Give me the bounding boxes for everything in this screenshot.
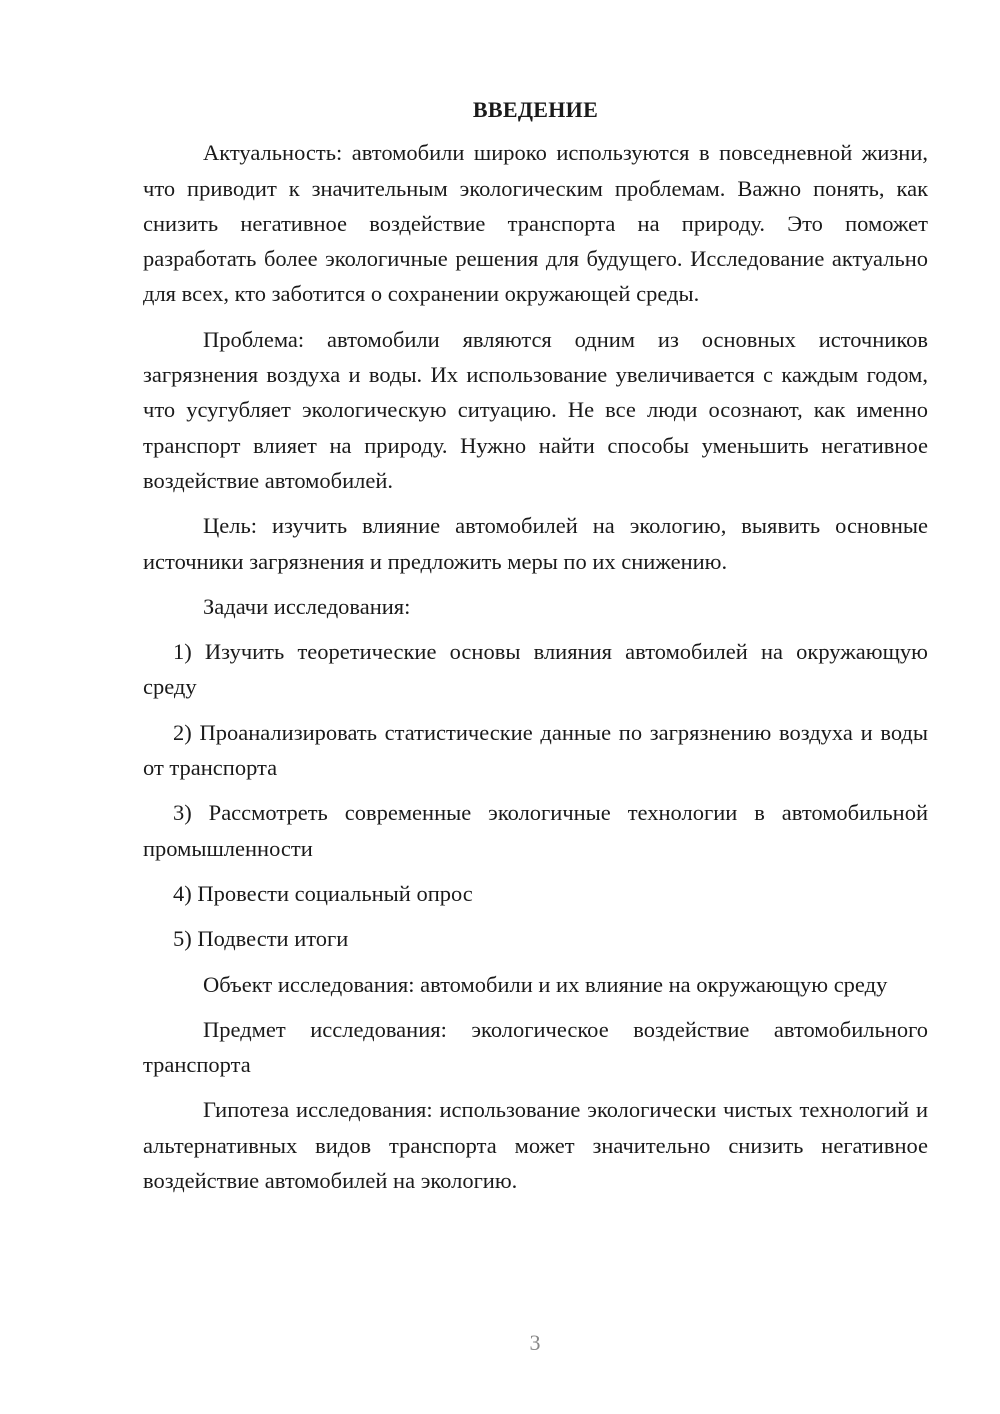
task-item-2: 2) Проанализировать статистические данные по загрязнению воздуха и воды от транспорта xyxy=(143,719,928,781)
task-item-1: 1) Изучить теоретические основы влияния автомобилей на окружающую среду xyxy=(143,639,928,700)
hypothesis-paragraph: Гипотеза исследования: использование экологически чистых технологий и альтернативных видов транспорта может значительно снизить негативное воздействие автомобилей на экологию. xyxy=(143,1097,928,1194)
task-item-4: 4) Провести социальный опрос xyxy=(173,880,473,906)
object-paragraph: Объект исследования: автомобили и их влияние на окружающую среду xyxy=(203,971,888,997)
problem-paragraph: Проблема: автомобили являются одним из основных источников загрязнения воздуха и воды. Их использование увеличивается с каждым годом, что усугубляет экологическую ситуацию. Не все люди осознают, как именно транспорт влияет на природу. Нужно найти способы уменьшить негативное воздействие автомобилей. xyxy=(143,326,928,493)
relevance-paragraph: Актуальность: автомобили широко используются в повседневной жизни, что приводит к значительным экологическим проблемам. Важно понять, как снизить негативное воздействие транспорта на природу. Это поможет разработать более экологичные решения для будущего. Исследование актуально для всех, кто заботится о сохранении окружающей среды. xyxy=(143,140,928,307)
subject-paragraph: Предмет исследования: экологическое воздействие автомобильного транспорта xyxy=(143,1016,928,1078)
tasks-heading: Задачи исследования: xyxy=(203,593,411,619)
task-item-5: 5) Подвести итоги xyxy=(173,926,349,952)
task-item-3: 3) Рассмотреть современные экологичные технологии в автомобильной промышленности xyxy=(143,800,928,861)
page-content xyxy=(143,92,928,1208)
goal-paragraph: Цель: изучить влияние автомобилей на экологию, выявить основные источники загрязнения и предложить меры по их снижению. xyxy=(143,513,928,574)
section-title: ВВЕДЕНИЕ xyxy=(472,97,599,122)
page-number: 3 xyxy=(529,1330,541,1355)
